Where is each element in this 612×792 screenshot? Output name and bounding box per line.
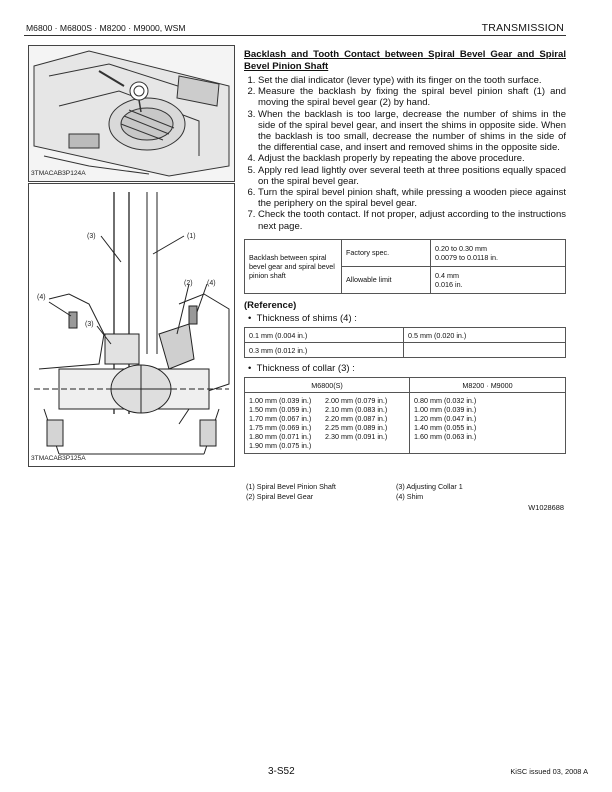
collar-value: 1.00 mm (0.039 in.) (249, 396, 312, 406)
figure-dial-indicator-photo (28, 45, 235, 182)
legend-item-3: (3) Adjusting Collar 1 (396, 482, 463, 491)
figure-id-2: 3TMACAB3P125A (31, 455, 86, 462)
procedure-section (244, 49, 566, 454)
collar-bullet: • Thickness of collar (3) : (248, 363, 355, 375)
allowable-limit-label: Allowable limit (342, 266, 431, 293)
header-rule (24, 35, 566, 36)
factory-value-mm: 0.20 to 0.30 mm (435, 243, 487, 253)
header-models: M6800 · M6800S · M8200 · M9000, WSM (26, 23, 186, 33)
allowable-limit-value (431, 266, 566, 293)
collar-column-b (321, 393, 410, 454)
shim-cell (404, 343, 566, 358)
shim-cell: 0.3 mm (0.012 in.) (245, 343, 404, 358)
shim-cell: 0.5 mm (0.020 in.) (404, 328, 566, 343)
limit-value-in: 0.016 in. (435, 279, 463, 289)
collar-table (244, 377, 566, 454)
collar-value: 0.80 mm (0.032 in.) (414, 396, 477, 406)
reference-heading: (Reference) (244, 299, 297, 311)
figure-id-1: 3TMACAB3P124A (31, 170, 86, 177)
page-number: 3-S52 (268, 766, 295, 777)
cross-section-drawing (29, 184, 234, 466)
spec-item: Backlash between spiral bevel gear and spiral bevel pinion shaft (245, 239, 342, 293)
collar-value: 2.25 mm (0.089 in.) (325, 423, 388, 433)
collar-value: 1.80 mm (0.071 in.) (249, 432, 312, 442)
figure-cross-section (28, 183, 235, 467)
callout-2: (2) (184, 280, 193, 287)
step-1: 1. Set the dial indicator (lever type) with its finger on the tooth surface. (258, 75, 566, 86)
step-3: 3. When the backlash is too large, decrease the number of shims in the side of the spiral bevel gear, and insert the shims in opposite side. When the backlash is too small, decrease the number of shims in the side of the differential case, and insert and removed shims in the opposite side. (258, 109, 566, 154)
callout-3-lower: (3) (85, 321, 94, 328)
collar-value: 2.30 mm (0.091 in.) (325, 432, 388, 442)
step-4: 4. Adjust the backlash properly by repeating the above procedure. (258, 153, 566, 164)
callout-4-left: (4) (37, 294, 46, 301)
step-7: 7. Check the tooth contact. If not proper, adjust according to the instructions next page. (258, 209, 566, 231)
shim-cell: 0.1 mm (0.004 in.) (245, 328, 404, 343)
collar-value: 1.50 mm (0.059 in.) (249, 405, 312, 415)
collar-value: 2.20 mm (0.087 in.) (325, 414, 388, 424)
collar-value: 1.70 mm (0.067 in.) (249, 414, 312, 424)
legend-item-1: (1) Spiral Bevel Pinion Shaft (246, 482, 336, 491)
dial-indicator-illustration (29, 46, 234, 181)
collar-header-m8200: M8200 · M9000 (410, 378, 566, 393)
collar-column-a (245, 393, 322, 454)
collar-header-m6800: M6800(S) (245, 378, 410, 393)
callout-4-right: (4) (207, 280, 216, 287)
step-6: 6. Turn the spiral bevel pinion shaft, while pressing a wooden piece against the periphery on the spiral bevel gear. (258, 187, 566, 209)
step-5: 5. Apply red lead lightly over several teeth at three positions equally spaced on the spiral bevel gear. (258, 165, 566, 187)
step-2: 2. Measure the backlash by fixing the spiral bevel pinion shaft (1) and moving the spiral bevel gear (2) by hand. (258, 86, 566, 108)
collar-column-c (410, 393, 566, 454)
document-code: W1028688 (528, 503, 564, 512)
legend-item-2: (2) Spiral Bevel Gear (246, 492, 314, 501)
collar-value: 1.00 mm (0.039 in.) (414, 405, 477, 415)
collar-value: 1.20 mm (0.047 in.) (414, 414, 477, 424)
collar-value: 1.60 mm (0.063 in.) (414, 432, 477, 442)
collar-value: 2.00 mm (0.079 in.) (325, 396, 388, 406)
shims-table (244, 327, 566, 358)
procedure-steps (244, 75, 566, 232)
issue-info: KiSC issued 03, 2008 A (510, 767, 588, 776)
shims-bullet: • Thickness of shims (4) : (248, 313, 357, 325)
legend-item-4: (4) Shim (396, 492, 424, 501)
collar-value: 1.40 mm (0.055 in.) (414, 423, 477, 433)
callout-3-top: (3) (87, 233, 96, 240)
callout-1: (1) (187, 233, 196, 240)
shims-bullet-text: Thickness of shims (4) : (256, 313, 357, 325)
limit-value-mm: 0.4 mm (435, 270, 459, 280)
collar-value: 2.10 mm (0.083 in.) (325, 405, 388, 415)
collar-value: 1.90 mm (0.075 in.) (249, 441, 312, 451)
header-section: TRANSMISSION (481, 22, 564, 34)
procedure-title: Backlash and Tooth Contact between Spiral Bevel Gear and Spiral Bevel Pinion Shaft (244, 49, 566, 72)
collar-bullet-text: Thickness of collar (3) : (256, 363, 355, 375)
collar-value: 1.75 mm (0.069 in.) (249, 423, 312, 433)
backlash-spec-table (244, 239, 566, 294)
factory-spec-value (431, 239, 566, 266)
factory-value-in: 0.0079 to 0.0118 in. (435, 252, 499, 262)
factory-spec-label: Factory spec. (342, 239, 431, 266)
